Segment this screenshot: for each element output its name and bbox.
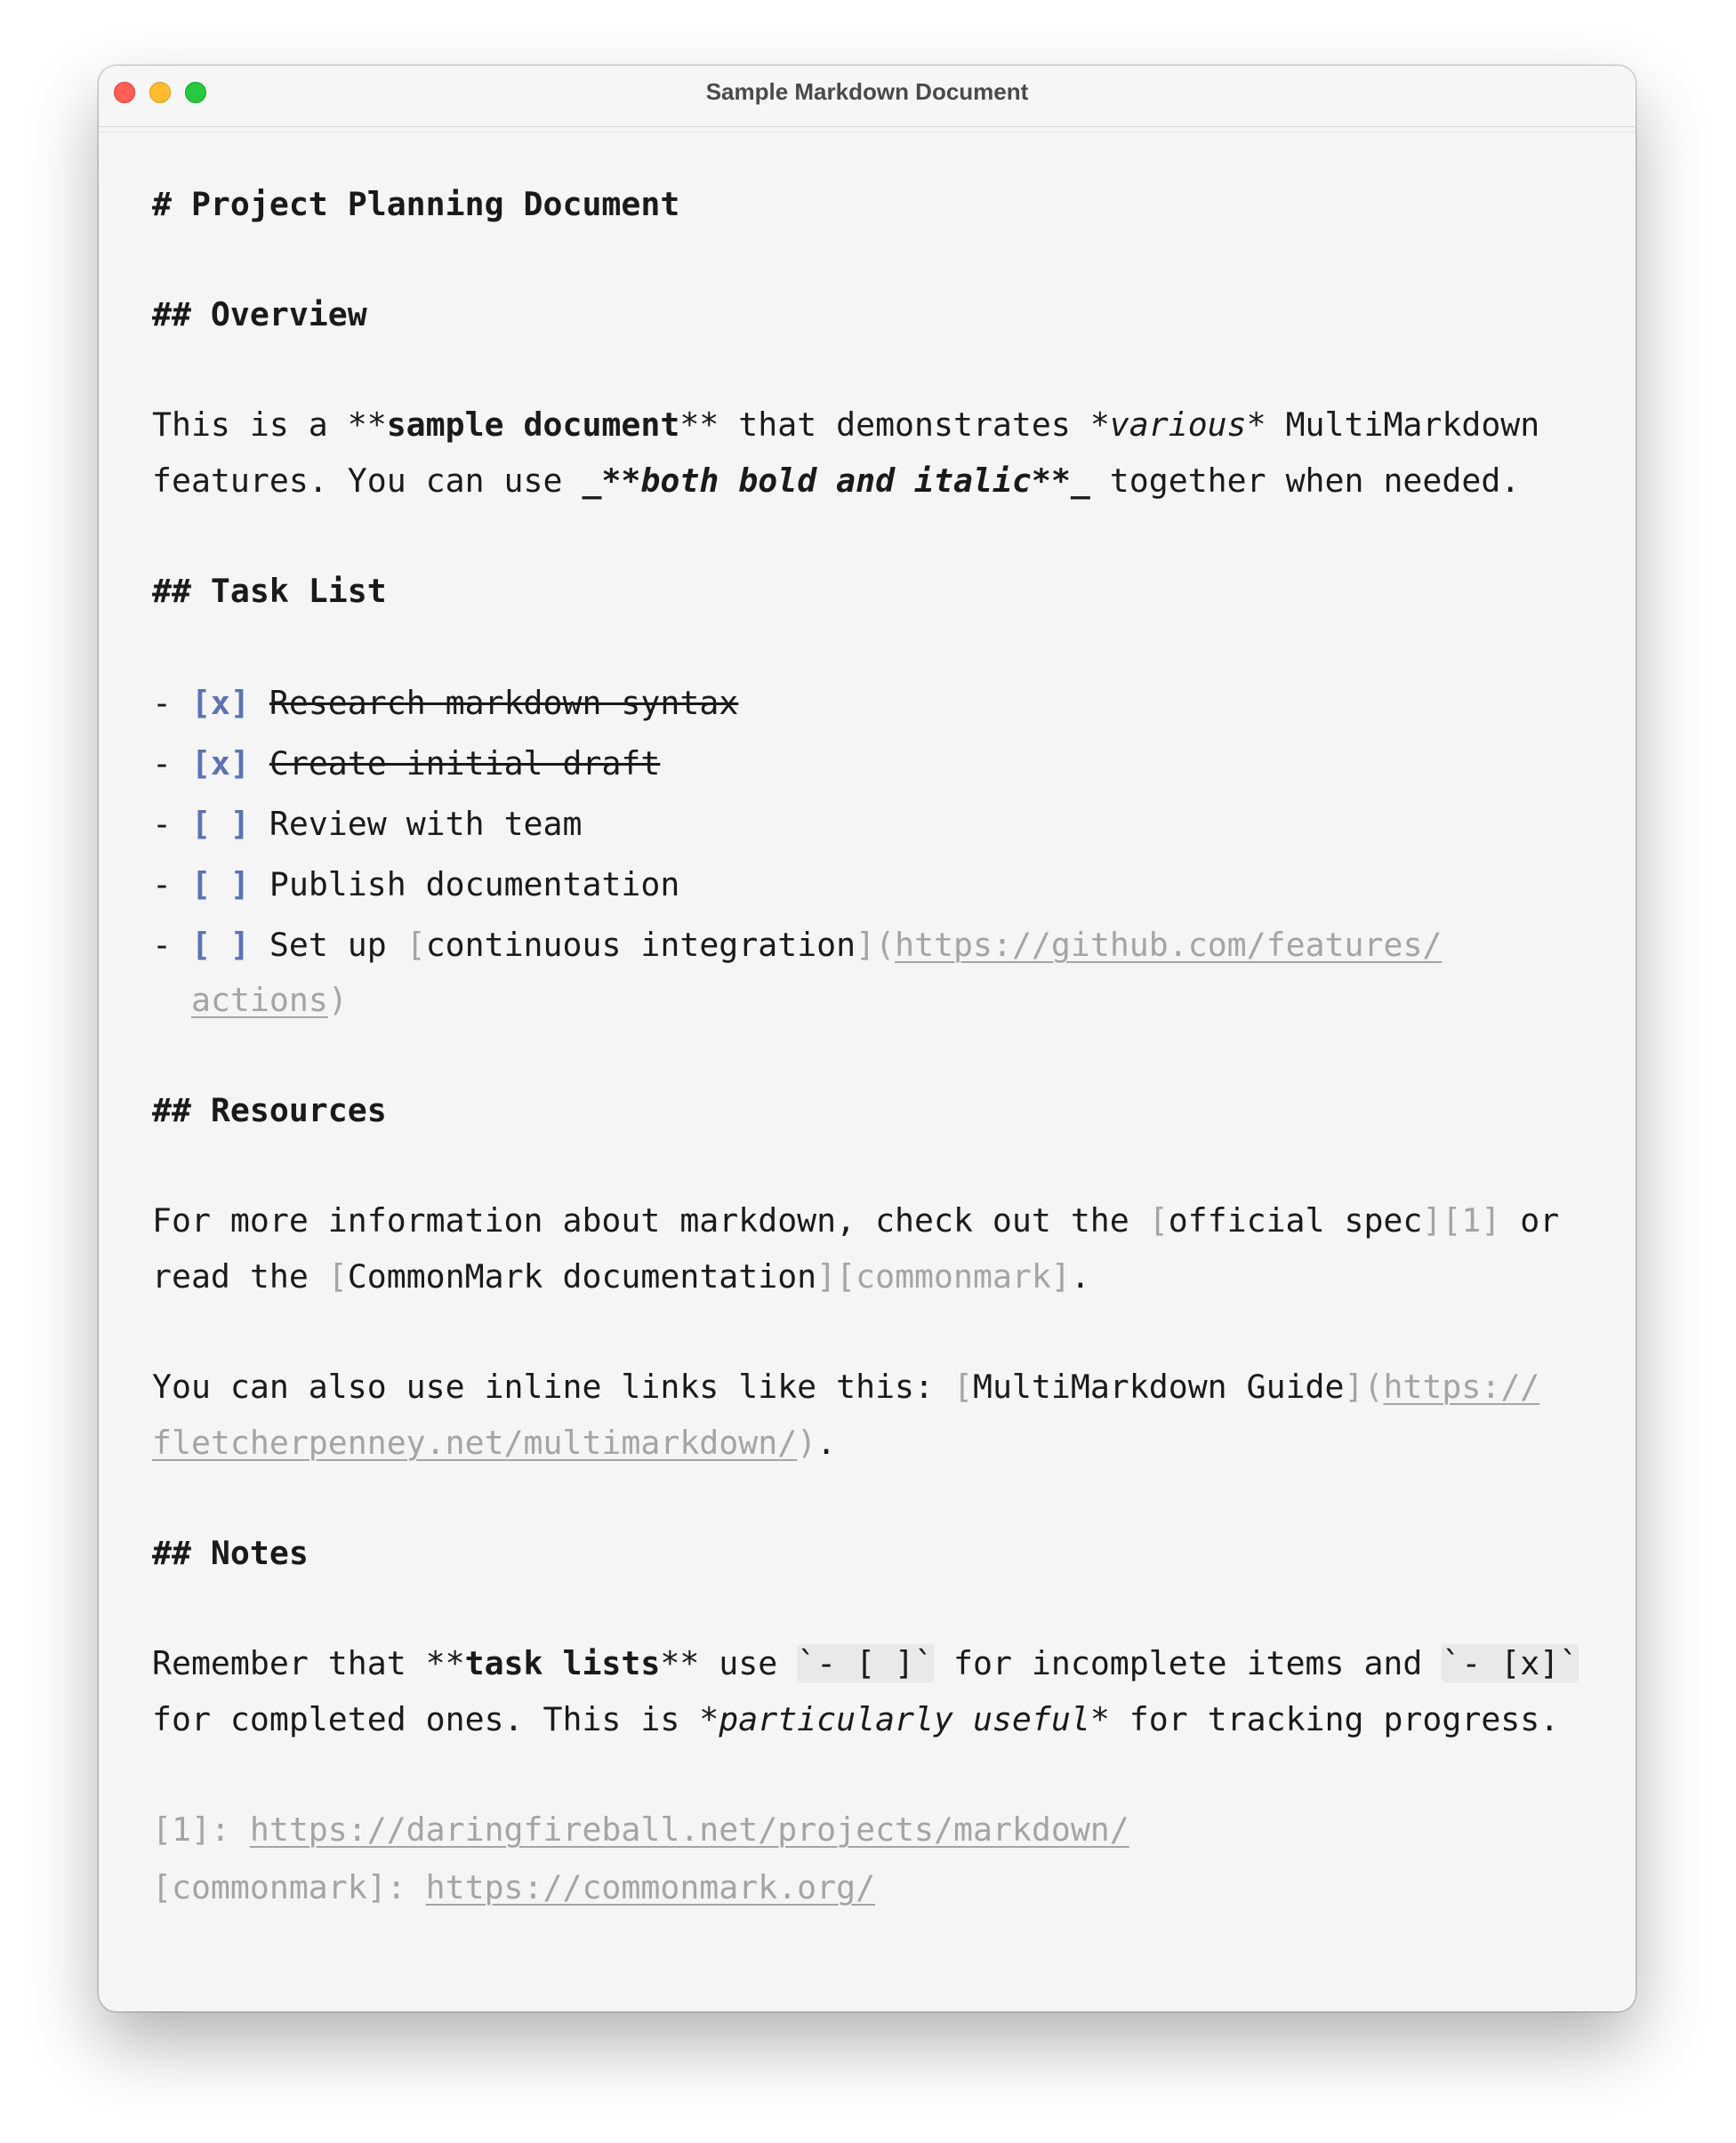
reference-url[interactable]: https://daringfireball.net/projects/markdown/ [249,1810,1129,1849]
reference-definition-1: [1]: https://daringfireball.net/projects/markdown/ [152,1810,1129,1849]
resources-paragraph-line-3: You can also use inline links like this: [MultiMarkdown Guide](https:// [152,1368,1540,1406]
reference-label[interactable]: [1] [1442,1201,1501,1240]
resources-paragraph-line-2: read the [CommonMark documentation][commonmark]. [152,1257,1090,1296]
heading-resources: ## Resources [152,1091,387,1129]
bold-italic-text: both bold and italic [640,462,1032,500]
task-item-5: - [ ] Set up [continuous integration](https://github.com/features/ [152,926,1443,964]
heading-task-list: ## Task List [152,572,387,610]
task-item-4: - [ ] Publish documentation [152,865,680,903]
reference-label[interactable]: [commonmark] [836,1257,1071,1296]
link-text[interactable]: continuous integration [425,926,856,964]
bold-text: sample document [386,405,680,444]
toolbar-divider [99,128,1636,132]
task-checkbox-checked[interactable]: [x] [190,684,250,722]
notes-paragraph-line-1: Remember that **task lists** use `- [ ]` for incomplete items and `- [x]` [152,1644,1579,1682]
inline-code: `- [x]` [1442,1644,1579,1682]
italic-text: various [1109,405,1247,444]
overview-paragraph-line-2: features. You can use _**both bold and italic**_ together when needed. [152,462,1521,500]
resources-paragraph-line-4: fletcherpenney.net/multimarkdown/). [152,1424,837,1462]
task-item-2: - [x] Create initial draft [152,744,661,783]
task-checkbox-unchecked[interactable]: [ ] [190,805,250,843]
link-url[interactable]: fletcherpenney.net/multimarkdown/ [152,1424,798,1462]
reference-definition-2: [commonmark]: https://commonmark.org/ [152,1868,876,1906]
task-checkbox-checked[interactable]: [x] [190,744,250,783]
task-checkbox-unchecked[interactable]: [ ] [190,926,250,964]
inline-code: `- [ ]` [797,1644,935,1682]
link-url[interactable]: https:// [1383,1368,1540,1406]
reference-url[interactable]: https://commonmark.org/ [425,1868,876,1906]
italic-text: particularly useful [719,1700,1090,1738]
title-bar[interactable] [99,66,1636,127]
link-text[interactable]: MultiMarkdown Guide [972,1368,1345,1406]
task-item-3: - [ ] Review with team [152,805,583,843]
editor-window [99,66,1636,2011]
notes-paragraph-line-2: for completed ones. This is *particularly useful* for tracking progress. [152,1700,1560,1738]
link-url[interactable]: https://github.com/features/ [895,926,1443,964]
link-text[interactable]: CommonMark documentation [347,1257,817,1296]
link-text[interactable]: official spec [1168,1201,1423,1240]
overview-paragraph-line-1: This is a **sample document** that demonstrates *various* MultiMarkdown [152,405,1540,444]
resources-paragraph-line-1: For more information about markdown, check out the [official spec][1] or [152,1201,1560,1240]
heading-notes: ## Notes [152,1534,309,1572]
link-url[interactable]: actions [191,981,328,1019]
task-item-5-wrap: actions) [191,981,348,1019]
task-item-1: - [x] Research markdown syntax [152,684,739,722]
window-title: Sample Markdown Document [705,78,1029,105]
heading-h1: # Project Planning Document [152,185,680,223]
heading-overview: ## Overview [152,295,367,333]
task-checkbox-unchecked[interactable]: [ ] [190,865,250,903]
bold-text: task lists [464,1644,661,1682]
